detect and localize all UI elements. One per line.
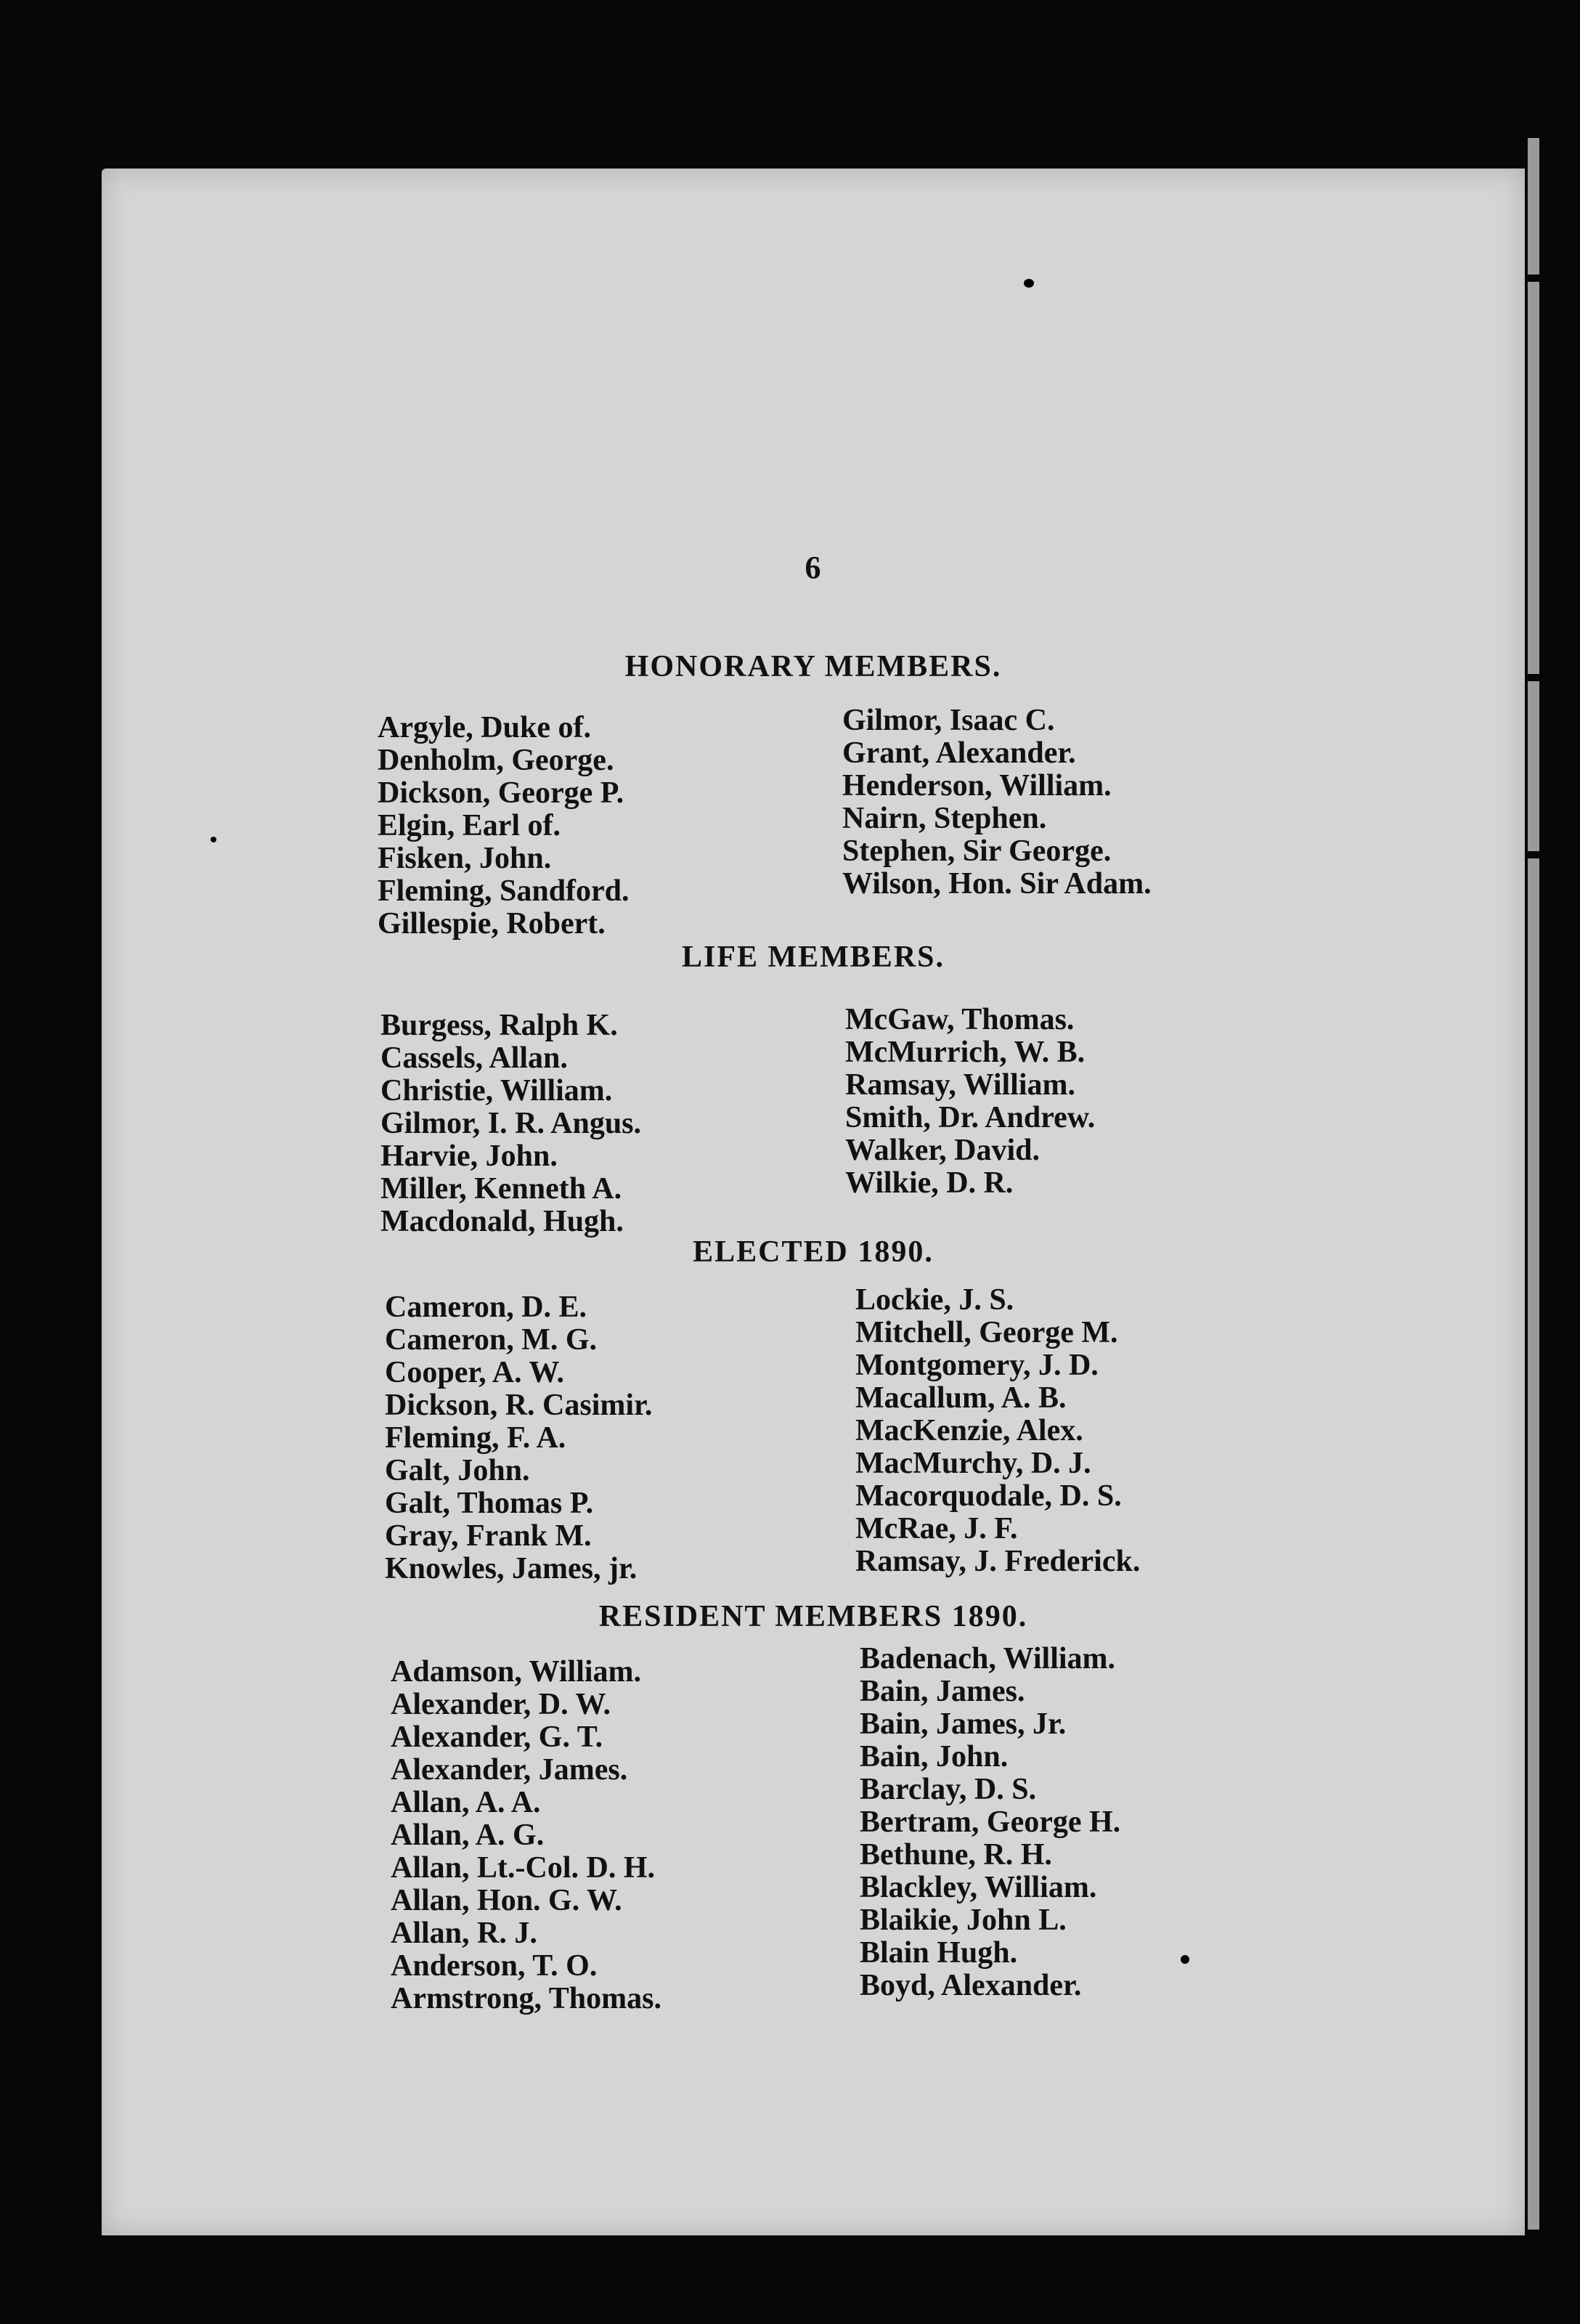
member-name: Stephen, Sir George. [842,834,1112,868]
member-name: Dickson, George P. [378,776,624,810]
member-name: Galt, John. [385,1454,530,1487]
member-name: Elgin, Earl of. [378,809,561,842]
member-name: Cooper, A. W. [385,1356,565,1389]
member-name: Bain, James, Jr. [860,1707,1067,1741]
member-name: MacMurchy, D. J. [855,1447,1091,1480]
member-name: Badenach, William. [860,1642,1116,1675]
member-name: Burgess, Ralph K. [380,1009,618,1042]
member-name: Wilson, Hon. Sir Adam. [842,867,1152,901]
section-heading-honorary: HONORARY MEMBERS. [624,650,1002,683]
member-name: Barclay, D. S. [860,1773,1037,1806]
member-name: Fleming, F. A. [385,1421,566,1455]
member-name: Denholm, George. [378,744,614,777]
member-name: Bain, John. [860,1740,1009,1774]
document-page [102,168,1525,2235]
member-name: Alexander, James. [391,1753,628,1787]
member-name: Nairn, Stephen. [842,802,1047,835]
member-name: Blackley, William. [860,1871,1097,1904]
member-name: McRae, J. F. [855,1512,1018,1545]
member-name: Argyle, Duke of. [378,711,591,744]
member-name: Grant, Alexander. [842,736,1076,770]
member-name: Gillespie, Robert. [378,907,606,940]
resident-members-left-column [391,1656,661,2015]
member-name: Miller, Kenneth A. [380,1172,622,1206]
paper-speck [1024,279,1034,288]
member-name: Bain, James. [860,1675,1025,1708]
member-name: Anderson, T. O. [391,1949,598,1983]
member-name: Fisken, John. [378,842,552,875]
member-name: McMurrich, W. B. [845,1036,1086,1069]
member-name: McGaw, Thomas. [845,1003,1075,1036]
member-name: Fleming, Sandford. [378,874,630,908]
page-number: 6 [805,550,822,585]
section-heading-elected: ELECTED 1890. [693,1235,934,1269]
member-name: Adamson, William. [391,1655,642,1689]
member-name: Henderson, William. [842,769,1112,803]
member-name: Gilmor, Isaac C. [842,704,1055,737]
elected-members-right-column [855,1284,1140,1578]
member-name: Allan, A. A. [391,1786,541,1819]
member-name: MacKenzie, Alex. [855,1414,1083,1447]
section-heading-life: LIFE MEMBERS. [681,940,945,974]
member-name: Dickson, R. Casimir. [385,1389,653,1422]
member-name: Walker, David. [845,1134,1040,1167]
member-name: Alexander, G. T. [391,1720,603,1754]
life-members-right-column [845,1004,1095,1200]
member-name: Wilkie, D. R. [845,1166,1014,1200]
member-name: Macallum, A. B. [855,1381,1067,1415]
paper-speck [211,837,216,842]
binding-mark [1522,275,1551,282]
life-members-left-column [380,1009,641,1238]
member-name: Gray, Frank M. [385,1519,592,1553]
member-name: Smith, Dr. Andrew. [845,1101,1096,1134]
honorary-members-left-column [378,712,630,940]
member-name: Armstrong, Thomas. [391,1982,661,2015]
member-name: Bethune, R. H. [860,1838,1052,1872]
member-name: Christie, William. [380,1074,613,1108]
member-name: Mitchell, George M. [855,1316,1118,1349]
member-name: Knowles, James, jr. [385,1552,638,1585]
member-name: Macorquodale, D. S. [855,1479,1122,1513]
member-name: Galt, Thomas P. [385,1487,594,1520]
member-name: Montgomery, J. D. [855,1349,1099,1382]
member-name: Blain Hugh. [860,1936,1018,1970]
member-name: Blaikie, John L. [860,1904,1067,1937]
member-name: Ramsay, William. [845,1068,1075,1102]
section-heading-resident: RESIDENT MEMBERS 1890. [598,1600,1028,1633]
member-name: Macdonald, Hugh. [380,1205,624,1238]
member-name: Cameron, D. E. [385,1291,587,1324]
resident-members-right-column [860,1643,1120,2002]
adjacent-page-edge [1528,138,1539,2230]
member-name: Cameron, M. G. [385,1323,598,1357]
binding-mark [1520,851,1554,858]
member-name: Cassels, Allan. [380,1041,568,1075]
member-name: Allan, A. G. [391,1819,545,1852]
member-name: Gilmor, I. R. Angus. [380,1107,642,1140]
member-name: Bertram, George H. [860,1805,1121,1839]
member-name: Allan, R. J. [391,1917,537,1950]
member-name: Allan, Lt.-Col. D. H. [391,1851,656,1885]
member-name: Lockie, J. S. [855,1283,1014,1317]
elected-members-left-column [385,1291,652,1585]
member-name: Boyd, Alexander. [860,1969,1082,2002]
member-name: Ramsay, J. Frederick. [855,1545,1141,1578]
paper-speck [1181,1955,1189,1964]
honorary-members-right-column [842,704,1152,901]
member-name: Allan, Hon. G. W. [391,1884,622,1917]
member-name: Alexander, D. W. [391,1688,611,1721]
member-name: Harvie, John. [380,1139,558,1173]
